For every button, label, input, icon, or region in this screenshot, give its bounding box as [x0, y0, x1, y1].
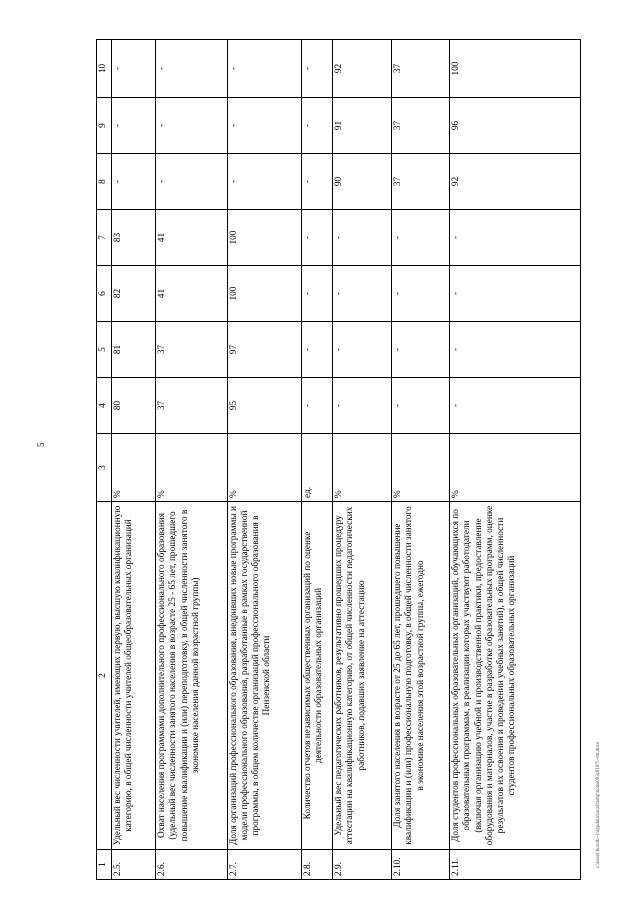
- value-cell: 41: [156, 266, 228, 322]
- value-cell: -: [301, 98, 333, 154]
- value-cell: 37: [156, 378, 228, 434]
- indicator-text: Количество отчетов независимых общественных организаций по оценке деятельности образовательных организаций: [301, 502, 333, 850]
- header-cell: 3: [97, 434, 112, 502]
- value-cell: -: [333, 266, 392, 322]
- indicator-text: Удельный вес педагогических работников, результативно прошедших процедуру аттестации на квалификационную категорию, от общей численности педагогических работников, подавших заявление на аттестацию: [333, 502, 392, 850]
- value-cell: -: [227, 98, 301, 154]
- header-cell: 7: [97, 210, 112, 266]
- row-number: 2.11.: [450, 850, 581, 880]
- value-cell: 91: [333, 98, 392, 154]
- value-cell: -: [301, 40, 333, 98]
- value-cell: -: [450, 210, 581, 266]
- row-number: 2.8.: [301, 850, 333, 880]
- value-cell: -: [333, 322, 392, 378]
- table-row: [392, 40, 450, 880]
- indicator-table-sheet: [96, 40, 581, 880]
- table-row: [156, 40, 228, 880]
- value-cell: -: [112, 40, 156, 98]
- value-cell: 41: [156, 210, 228, 266]
- value-cell: 82: [112, 266, 156, 322]
- unit-cell: %: [333, 434, 392, 502]
- value-cell: -: [392, 322, 450, 378]
- unit-cell: %: [112, 434, 156, 502]
- header-cell: 10: [97, 40, 112, 98]
- indicator-text: Доля организаций профессионального образования, внедривших новые программы и модели профессионального образования, разработанные в рамках государственной программы, в общем количестве организаций профессионального образования в Пензенской области: [227, 502, 301, 850]
- value-cell: -: [301, 266, 333, 322]
- value-cell: -: [392, 210, 450, 266]
- unit-cell: %: [156, 434, 228, 502]
- value-cell: 37: [392, 154, 450, 210]
- value-cell: 92: [333, 40, 392, 98]
- value-cell: 100: [227, 266, 301, 322]
- value-cell: -: [392, 378, 450, 434]
- header-cell: 9: [97, 98, 112, 154]
- header-row: [97, 40, 112, 880]
- value-cell: 37: [392, 40, 450, 98]
- value-cell: 37: [392, 98, 450, 154]
- value-cell: -: [112, 154, 156, 210]
- row-number: 2.10.: [392, 850, 450, 880]
- row-number: 2.9.: [333, 850, 392, 880]
- value-cell: 97: [227, 322, 301, 378]
- value-cell: -: [450, 378, 581, 434]
- value-cell: 90: [333, 154, 392, 210]
- table-row: [227, 40, 301, 880]
- header-cell: 8: [97, 154, 112, 210]
- value-cell: -: [301, 378, 333, 434]
- value-cell: -: [156, 40, 228, 98]
- value-cell: -: [301, 154, 333, 210]
- table-row: [301, 40, 333, 880]
- indicator-text: Охват населения программами дополнительного профессионального образования (удельный вес численности занятого населения в возрасте 25 - 65 лет, прошедшего повышение квалификации и (или) переподготовку, в общей численности занятого в экономике населения данной возрастной группы): [156, 502, 228, 850]
- value-cell: -: [392, 266, 450, 322]
- row-number: 2.5.: [112, 850, 156, 880]
- indicator-table: [96, 39, 581, 880]
- indicator-text: Доля студентов профессиональных образовательных организаций, обучающихся по образовательным программам, в реализации которых участвуют работодатели (включая организацию учебной и производственной практики, предоставление оборудования и материалов, участие в разработке образовательных программ, оценке результатов их освоения и проведении учебных занятий), в общей численности студентов профессиональных образовательных организаций: [450, 502, 581, 850]
- row-number: 2.6.: [156, 850, 228, 880]
- unit-cell: %: [392, 434, 450, 502]
- value-cell: -: [333, 378, 392, 434]
- table-row: [450, 40, 581, 880]
- value-cell: -: [450, 322, 581, 378]
- unit-cell: %: [227, 434, 301, 502]
- unit-cell: ед.: [301, 434, 333, 502]
- value-cell: 37: [156, 322, 228, 378]
- value-cell: 100: [450, 40, 581, 98]
- value-cell: -: [227, 40, 301, 98]
- value-cell: -: [301, 210, 333, 266]
- value-cell: 96: [450, 98, 581, 154]
- value-cell: 83: [112, 210, 156, 266]
- unit-cell: %: [450, 434, 581, 502]
- header-cell: 1: [97, 850, 112, 880]
- header-cell: 5: [97, 322, 112, 378]
- value-cell: -: [450, 266, 581, 322]
- header-cell: 6: [97, 266, 112, 322]
- value-cell: -: [227, 154, 301, 210]
- indicator-text: Доля занятого населения в возрасте от 25 до 65 лет, прошедшего повышение квалификации и (или) профессиональную подготовку, в общей численности занятого в экономике населения этой возрастной группы, ежегодно: [392, 502, 450, 850]
- row-number: 2.7.: [227, 850, 301, 880]
- value-cell: 81: [112, 322, 156, 378]
- value-cell: 92: [450, 154, 581, 210]
- value-cell: -: [333, 210, 392, 266]
- value-cell: -: [156, 98, 228, 154]
- value-cell: 80: [112, 378, 156, 434]
- table-row: [112, 40, 156, 880]
- value-cell: -: [156, 154, 228, 210]
- page-number: 5: [36, 442, 46, 447]
- indicator-text: Удельный вес численности учителей, имеющих первую, высшую квалификационную категорию, в общей численности учителей общеобразовательных организаций: [112, 502, 156, 850]
- value-cell: -: [112, 98, 156, 154]
- table-row: [333, 40, 392, 880]
- value-cell: 100: [227, 210, 301, 266]
- header-cell: 2: [97, 502, 112, 850]
- value-cell: 95: [227, 378, 301, 434]
- file-path-footer: c:\users\borodi~1\appdata\local\temp\notes093c8187\~mt.docx: [596, 741, 601, 868]
- value-cell: -: [301, 322, 333, 378]
- header-cell: 4: [97, 378, 112, 434]
